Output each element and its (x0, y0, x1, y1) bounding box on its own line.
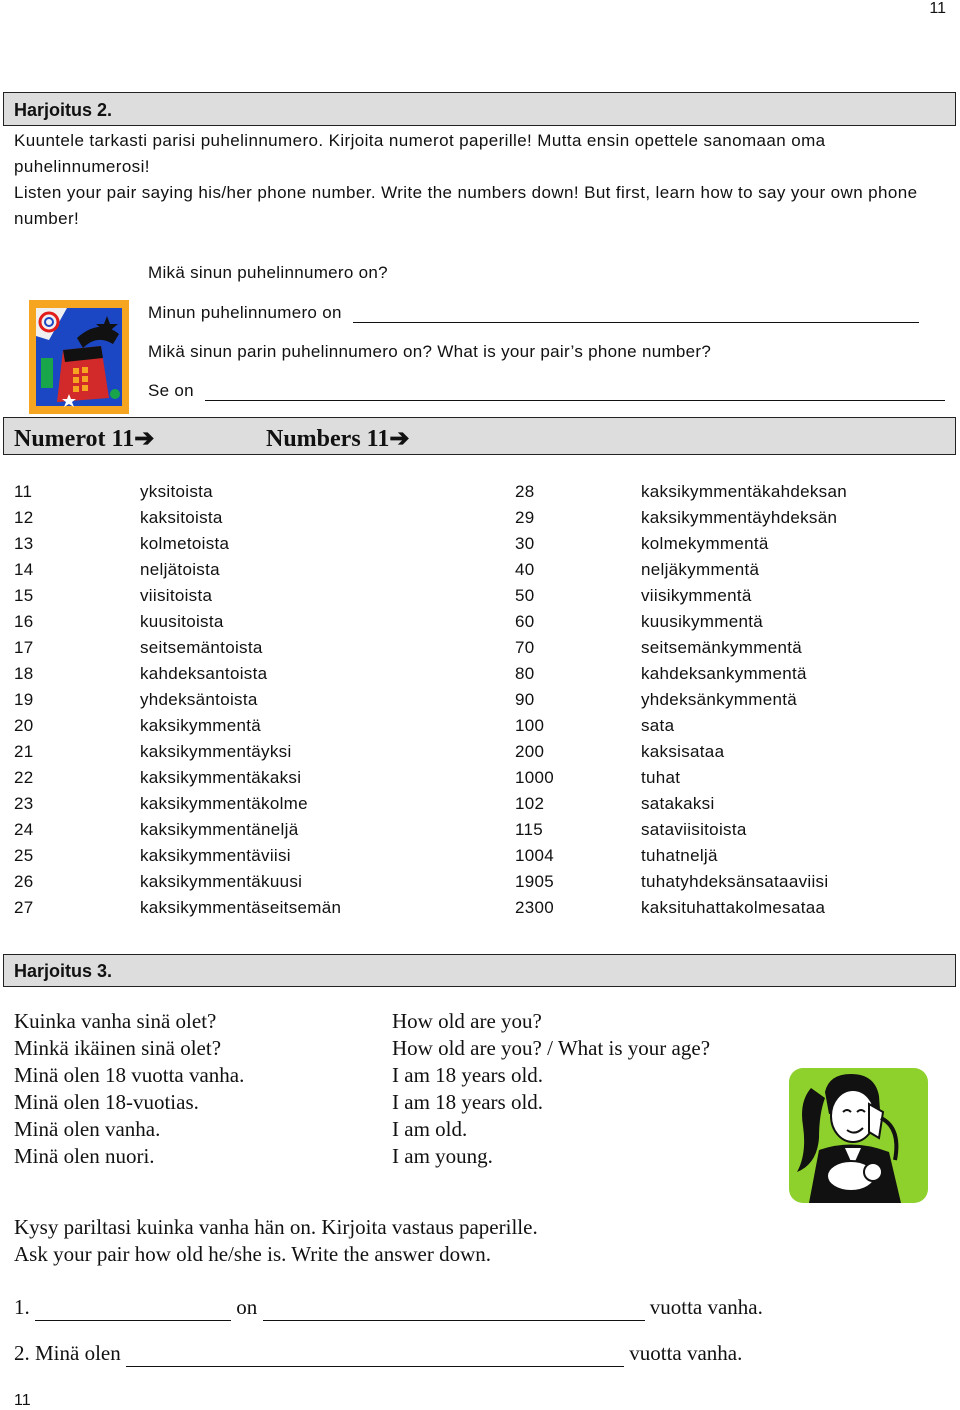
number-word: tuhat (641, 768, 681, 787)
number-digit: 18 (14, 664, 34, 683)
exercise3-phrases-fi (14, 1008, 244, 1170)
table-row (14, 690, 944, 716)
number-digit: 15 (14, 586, 34, 605)
numbers-header-box (3, 417, 956, 455)
number-digit: 19 (14, 690, 34, 709)
table-row (14, 846, 944, 872)
exercise3-title-box (3, 954, 956, 987)
answer-line-my-phone[interactable] (353, 304, 919, 323)
number-word: kaksikymmentä (140, 716, 262, 735)
fill-in-1 (14, 1294, 763, 1321)
exercise3-title: Harjoitus 3. (14, 961, 113, 981)
page-number-top: 11 (929, 0, 946, 17)
ask-en: Ask your pair how old he/she is. Write the answer down. (14, 1242, 492, 1266)
table-row (14, 638, 944, 664)
phrase-fi: Minkä ikäinen sinä olet? (14, 1036, 222, 1060)
fill-in-2 (14, 1340, 742, 1367)
fill1-number: 1. (14, 1295, 30, 1319)
number-digit: 16 (14, 612, 34, 631)
table-row (14, 898, 944, 924)
phrase-en: I am 18 years old. (392, 1090, 544, 1114)
phrase-fi: Minä olen 18 vuotta vanha. (14, 1063, 245, 1087)
answer-my-phone-label: Minun puhelinnumero on (148, 303, 342, 322)
number-digit: 28 (515, 482, 535, 501)
page-number-bottom: 11 (14, 1392, 31, 1409)
table-row (14, 560, 944, 586)
fill2-prefix: 2. Minä olen (14, 1341, 121, 1365)
numbers-header-en (266, 424, 409, 453)
number-word: kaksikymmentäneljä (140, 820, 299, 839)
instructions-fi: Kuuntele tarkasti parisi puhelinnumero. Kirjoita numerot paperille! Mutta ensin opettele sanomaan oma puhelinnumerosi! (14, 131, 826, 176)
number-digit: 60 (515, 612, 535, 631)
answer-pair-phone-label: Se on (148, 381, 194, 400)
phrase-fi: Kuinka vanha sinä olet? (14, 1009, 217, 1033)
fill2-age-line[interactable] (126, 1346, 624, 1367)
number-word: kuusitoista (140, 612, 224, 631)
number-digit: 20 (14, 716, 34, 735)
numbers-header-fi-text: Numerot 11 (14, 426, 135, 452)
number-word: kaksikymmentäkolme (140, 794, 308, 813)
number-digit: 17 (14, 638, 34, 657)
number-word: tuhatyhdeksänsataaviisi (641, 872, 829, 891)
number-digit: 115 (515, 820, 544, 839)
number-word: neljäkymmentä (641, 560, 760, 579)
number-word: yhdeksäntoista (140, 690, 258, 709)
number-word: kolmetoista (140, 534, 230, 553)
answer-my-phone-number (148, 303, 919, 323)
numbers-table (14, 482, 944, 924)
table-row (14, 586, 944, 612)
number-word: kaksikymmentäseitsemän (140, 898, 342, 917)
number-word: kaksikymmentäkuusi (140, 872, 303, 891)
number-digit: 23 (14, 794, 34, 813)
number-digit: 90 (515, 690, 535, 709)
number-word: kaksitoista (140, 508, 223, 527)
arrow-right-icon: ➔ (134, 426, 155, 452)
number-digit: 1905 (515, 872, 555, 891)
woman-on-phone-icon (789, 1068, 928, 1203)
exercise3-ask (14, 1214, 538, 1268)
exercise2-instructions (14, 128, 954, 232)
number-digit: 21 (14, 742, 34, 761)
table-row (14, 716, 944, 742)
number-word: satakaksi (641, 794, 715, 813)
phrase-en: I am old. (392, 1117, 468, 1141)
number-digit: 1000 (515, 768, 555, 787)
fill1-age-line[interactable] (263, 1300, 645, 1321)
number-digit: 40 (515, 560, 535, 579)
number-word: kahdeksantoista (140, 664, 268, 683)
number-word: kaksikymmentäkahdeksan (641, 482, 847, 501)
number-word: yksitoista (140, 482, 213, 501)
ask-fi: Kysy pariltasi kuinka vanha hän on. Kirjoita vastaus paperille. (14, 1215, 538, 1239)
number-digit: 100 (515, 716, 545, 735)
telephone-stamp-icon (27, 298, 131, 416)
number-digit: 70 (515, 638, 535, 657)
number-digit: 2300 (515, 898, 555, 917)
number-word: kaksikymmentäviisi (140, 846, 291, 865)
table-row (14, 768, 944, 794)
number-word: viisikymmentä (641, 586, 752, 605)
phrase-fi: Minä olen nuori. (14, 1144, 155, 1168)
number-digit: 29 (515, 508, 535, 527)
number-word: sataviisitoista (641, 820, 747, 839)
exercise2-title-box (3, 92, 956, 126)
number-digit: 30 (515, 534, 535, 553)
number-digit: 22 (14, 768, 34, 787)
number-digit: 102 (515, 794, 545, 813)
table-row (14, 612, 944, 638)
table-row (14, 872, 944, 898)
question-pair-phone-number: Mikä sinun parin puhelinnumero on? What is your pair’s phone number? (148, 342, 712, 361)
question-phone-number: Mikä sinun puhelinnumero on? (148, 263, 388, 282)
number-word: seitsemänkymmentä (641, 638, 802, 657)
phrase-fi: Minä olen 18-vuotias. (14, 1090, 199, 1114)
fill1-suffix: vuotta vanha. (649, 1295, 763, 1319)
fill2-suffix: vuotta vanha. (629, 1341, 743, 1365)
numbers-header-en-text: Numbers 11 (266, 426, 390, 452)
number-digit: 50 (515, 586, 535, 605)
fill1-name-line[interactable] (35, 1300, 231, 1321)
number-digit: 27 (14, 898, 34, 917)
exercise3-phrases-en (392, 1008, 710, 1170)
number-word: kahdeksankymmentä (641, 664, 807, 683)
arrow-right-icon: ➔ (389, 426, 410, 452)
number-word: sata (641, 716, 675, 735)
table-row (14, 742, 944, 768)
number-word: viisitoista (140, 586, 213, 605)
exercise2-title: Harjoitus 2. (14, 100, 113, 120)
number-word: kaksituhattakolmesataa (641, 898, 826, 917)
number-word: kaksikymmentäkaksi (140, 768, 302, 787)
number-word: seitsemäntoista (140, 638, 263, 657)
table-row (14, 794, 944, 820)
number-digit: 80 (515, 664, 535, 683)
number-word: kuusikymmentä (641, 612, 763, 631)
number-word: yhdeksänkymmentä (641, 690, 797, 709)
phrase-en: I am young. (392, 1144, 493, 1168)
phrase-fi: Minä olen vanha. (14, 1117, 161, 1141)
table-row (14, 534, 944, 560)
phrase-en: I am 18 years old. (392, 1063, 544, 1087)
number-digit: 12 (14, 508, 34, 527)
number-digit: 26 (14, 872, 34, 891)
table-row (14, 508, 944, 534)
number-digit: 13 (14, 534, 34, 553)
number-word: kaksisataa (641, 742, 725, 761)
number-digit: 25 (14, 846, 34, 865)
table-row (14, 664, 944, 690)
number-digit: 11 (14, 482, 33, 501)
number-word: kaksikymmentäyhdeksän (641, 508, 838, 527)
number-word: kolmekymmentä (641, 534, 769, 553)
number-digit: 200 (515, 742, 545, 761)
phrase-en: How old are you? / What is your age? (392, 1036, 711, 1060)
table-row (14, 820, 944, 846)
number-digit: 24 (14, 820, 34, 839)
answer-pair-phone-number (148, 381, 945, 401)
number-digit: 14 (14, 560, 34, 579)
instructions-en: Listen your pair saying his/her phone number. Write the numbers down! But first, learn how to say your own phone number! (14, 183, 918, 228)
numbers-header-fi (14, 424, 154, 453)
answer-line-pair-phone[interactable] (205, 382, 945, 401)
number-word: neljätoista (140, 560, 220, 579)
number-digit: 1004 (515, 846, 555, 865)
table-row (14, 482, 944, 508)
number-word: kaksikymmentäyksi (140, 742, 292, 761)
phrase-en: How old are you? (392, 1009, 542, 1033)
fill1-on: on (236, 1295, 258, 1319)
number-word: tuhatneljä (641, 846, 718, 865)
